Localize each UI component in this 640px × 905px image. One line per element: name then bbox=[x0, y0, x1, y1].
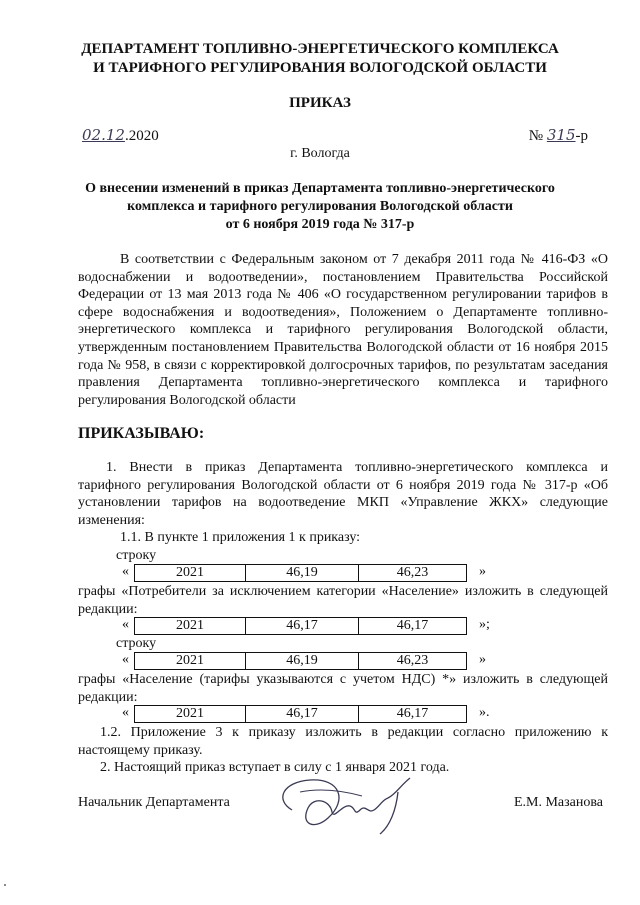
cell-value-1: 46,17 bbox=[246, 618, 359, 634]
department-line-2: И ТАРИФНОГО РЕГУЛИРОВАНИЯ ВОЛОГОДСКОЙ ОБЛАСТИ bbox=[93, 60, 547, 76]
row-close-quote: » bbox=[479, 652, 486, 667]
cell-value-1: 46,17 bbox=[246, 706, 359, 722]
row-open-quote: « bbox=[122, 705, 129, 720]
scan-dot bbox=[4, 884, 6, 886]
cell-year: 2021 bbox=[135, 565, 246, 581]
item-2-line: 2. Настоящий приказ вступает в силу с 1 января 2021 года. bbox=[100, 760, 450, 775]
handwritten-signature bbox=[270, 770, 430, 840]
tariff-cells bbox=[134, 652, 467, 670]
order-number bbox=[529, 126, 588, 145]
row-close-quote: » bbox=[479, 564, 486, 579]
preamble-paragraph: В соответствии с Федеральным законом от 7 декабря 2011 года № 416-ФЗ «О водоснабжении и водоотведении», постановлением Правительства Российской Федерации от 13 мая 2013 года № 406 «О государственном регулировании тарифов в сфере водоснабжения и водоотведения», Положением о Департаменте топливно-энергетического комплекса и тарифного регулирования Вологодской области, утвержденным постановлением Правительства Вологодской области от 16 ноября 2015 года № 958, в связи с корректировкой долгосрочных тарифов, по результатам заседания правления Департамента топливно-энергетического комплекса и тарифного регулирования Вологодской области bbox=[78, 252, 608, 408]
row-close-quote: ». bbox=[479, 705, 490, 720]
signatory-title: Начальник Департамента bbox=[78, 795, 230, 810]
tariff-cells bbox=[134, 564, 467, 582]
cell-year: 2021 bbox=[135, 618, 246, 634]
cell-year: 2021 bbox=[135, 653, 246, 669]
row-open-quote: « bbox=[122, 564, 129, 579]
item-1-paragraph: 1. Внести в приказ Департамента топливно-энергетического комплекса и тарифного регулирования Вологодской области от 6 ноября 2019 года № 317-р «Об установлении тарифов на водоотведение МКП «Управление ЖКХ» следующие изменения: bbox=[78, 460, 608, 528]
row-open-quote: « bbox=[122, 617, 129, 632]
row-open-quote: « bbox=[122, 652, 129, 667]
subject-line-2: комплекса и тарифного регулирования Вологодской области bbox=[127, 199, 513, 214]
tariff-cells bbox=[134, 705, 467, 723]
signatory-name: Е.М. Мазанова bbox=[513, 795, 603, 810]
cell-value-2: 46,23 bbox=[396, 565, 429, 580]
cell-value-1: 46,19 bbox=[246, 565, 359, 581]
stroku-label-1: строку bbox=[116, 548, 157, 563]
city: г. Вологда bbox=[290, 146, 350, 161]
cell-year: 2021 bbox=[135, 706, 246, 722]
department-header bbox=[0, 40, 640, 78]
row-close-quote: »; bbox=[479, 617, 490, 632]
cell-value-1: 46,19 bbox=[246, 653, 359, 669]
item-1-1-line: 1.1. В пункте 1 приложения 1 к приказу: bbox=[120, 530, 361, 545]
grafa-2-paragraph: графы «Население (тарифы указываются с учетом НДС) *» изложить в следующей редакции: bbox=[78, 672, 608, 705]
tariff-cells bbox=[134, 617, 467, 635]
cell-value-2: 46,23 bbox=[396, 653, 429, 668]
date-year: .2020 bbox=[124, 128, 159, 144]
department-line-1: ДЕПАРТАМЕНТ ТОПЛИВНО-ЭНЕРГЕТИЧЕСКОГО КОМПЛЕКСА bbox=[81, 41, 559, 57]
cell-value-2: 46,17 bbox=[396, 706, 429, 721]
item-1-2-paragraph: 1.2. Приложение 3 к приказу изложить в редакции согласно приложению к настоящему приказу. bbox=[78, 725, 608, 758]
doc-type: ПРИКАЗ bbox=[289, 95, 351, 111]
stroku-label-2: строку bbox=[116, 636, 157, 651]
number-suffix: -р bbox=[575, 128, 588, 144]
order-date bbox=[82, 126, 159, 145]
subject-line-1: О внесении изменений в приказ Департамента топливно-энергетического bbox=[85, 181, 555, 196]
date-handwritten: 02.12 bbox=[82, 126, 125, 144]
number-prefix: № bbox=[528, 128, 544, 144]
prikazyvayu-heading: ПРИКАЗЫВАЮ: bbox=[78, 425, 205, 442]
order-subject bbox=[0, 180, 640, 234]
number-handwritten: 315 bbox=[546, 126, 576, 144]
grafa-1-paragraph: графы «Потребители за исключением категории «Население» изложить в следующей редакции: bbox=[78, 584, 608, 617]
cell-value-2: 46,17 bbox=[396, 618, 429, 633]
subject-line-3: от 6 ноября 2019 года № 317-р bbox=[225, 217, 415, 232]
